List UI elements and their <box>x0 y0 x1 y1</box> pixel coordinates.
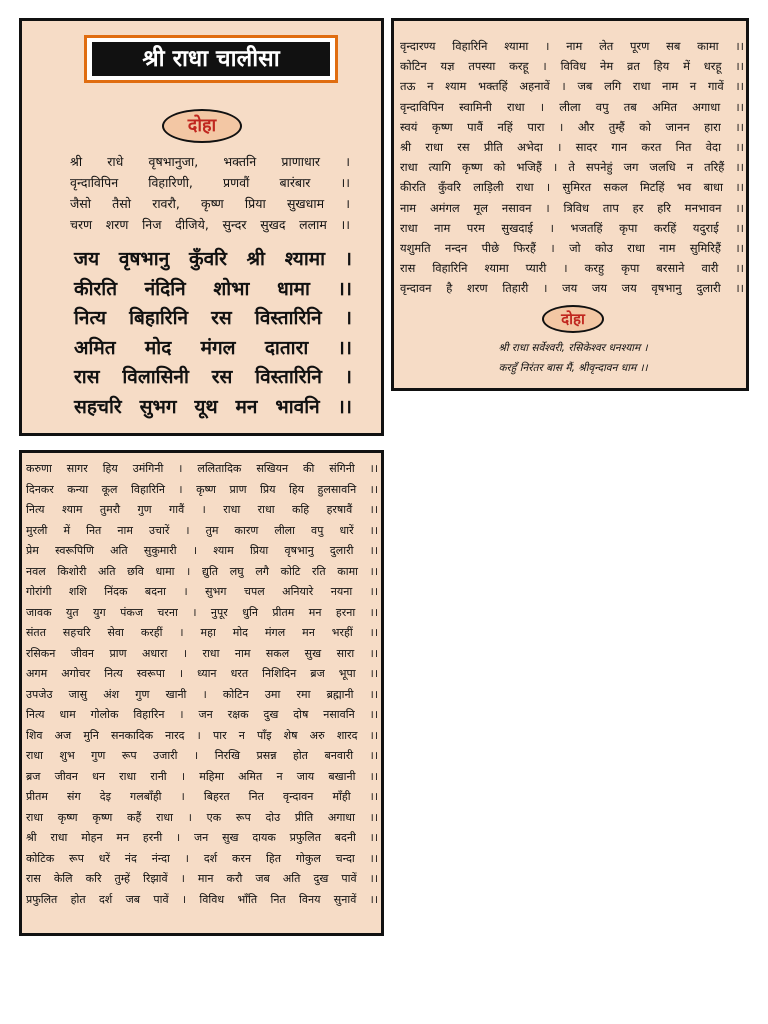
verse-line: सहचरि सुभग यूथ मन भावनि ।। <box>74 395 352 418</box>
verse-line: प्रफुलित होत दर्श जब पावें । विविध भाँति नित विनय सुनावें ।। <box>26 892 378 906</box>
verse-line: स्वयं कृष्ण पावैं नहिं पारा । और तुम्हैं को जानन हारा ।। <box>400 119 744 134</box>
verse-line: नाम अमंगल मूल नसावन । त्रिविध ताप हर हरि मनभावन ।। <box>400 200 744 215</box>
verse-line: प्रेम स्वरूपिणि अति सुकुमारी । श्याम प्रिया वृषभानु दुलारी ।। <box>26 544 378 557</box>
verse-line: संतत सहचरि सेवा करहीं । महा मोद मंगल मन भरहीं ।। <box>26 626 378 639</box>
chalisa-middle-panel <box>19 450 384 936</box>
verse-line: शिव अज मुनि सनकादिक नारद । पार न पाँइ शेष अरु शारद ।। <box>26 728 378 742</box>
chalisa-closing-panel <box>391 18 749 391</box>
verse-line: तऊ न श्याम भक्तहिं अहनावें । जब लगि राधा नाम न गावें ।। <box>400 79 744 94</box>
verse-line: कीरति कुँवरि लाड़िली राधा । सुमिरत सकल मिटहिं भव बाधा ।। <box>400 180 744 195</box>
doha-label: दोहा <box>162 109 242 143</box>
chalisa-intro-panel <box>19 18 384 436</box>
verse-line: ब्रज जीवन धन राधा रानी । महिमा अमित न जाय बखानी ।। <box>26 769 378 783</box>
verse-line: राधा नाम परम सुखदाई । भजतहिं कृपा करहिं यदुराई ।। <box>400 220 744 235</box>
middle-verses <box>26 459 378 910</box>
verse-line: राधा शुभ गुण रूप उजारी । निरखि प्रसन्न होत बनवारी ।। <box>26 749 378 762</box>
verse-line: रसिकन जीवन प्राण अधारा । राधा नाम सकल सुख सारा ।। <box>26 646 378 660</box>
verse-line: प्रीतम संग देइ गलबाँही । बिहरत नित वृन्दावन माँही ।। <box>26 790 378 803</box>
verse-line: गोरांगी शशि निंदक बदना । सुभग चपल अनियारे नयना ।। <box>26 585 378 598</box>
final-doha-line: श्री राधा सर्वेश्वरी, रसिकेश्वर धनश्याम । <box>498 342 648 354</box>
opening-doha <box>70 151 350 235</box>
verse-line: नवल किशोरी अति छवि धामा । द्युति लघु लगै कोटि रति कामा ।। <box>26 564 378 578</box>
doha-line: जैसो तैसो रावरौ, कृष्ण प्रिया सुखधाम । <box>70 196 350 211</box>
verse-line: कीरति नंदिनि शोभा धामा ।। <box>74 277 352 300</box>
doha-label: दोहा <box>542 305 604 333</box>
verse-line: करुणा सागर हिय उमंगिनी । ललितादिक सखियन की संगिनी ।। <box>26 462 378 475</box>
verse-line: राधा कृष्ण कृष्ण कहैं राधा । एक रूप दोउ प्रीति अगाधा ।। <box>26 810 378 824</box>
doha-line: वृन्दाविपिन विहारिणी, प्रणवौं बारंबार ।। <box>70 175 350 190</box>
verse-line: रास केलि करि तुम्हें रिझावें । मान करौ जब अति दुख पावें ।। <box>26 872 378 885</box>
verse-line: नित्य बिहारिनि रस विस्तारिनि । <box>74 307 352 329</box>
verse-line: राधा त्यागि कृष्ण को भजिहैं । ते सपनेहुं जग जलधि न तरिहैं ।। <box>400 160 744 175</box>
verse-line: कोटिन यज्ञ तपस्या करहू । विविध नेम व्रत हिय में धरहू ।। <box>400 59 744 74</box>
verse-line: श्री राधा मोहन मन हरनी । जन सुख दायक प्रफुलित बदनी ।। <box>26 831 378 844</box>
verse-line: वृन्दारण्य विहारिनि श्यामा । नाम लेत पूरण सब कामा ।। <box>400 39 744 53</box>
doha-line: चरण शरण निज दीजिये, सुन्दर सुखद ललाम ।। <box>70 217 350 232</box>
page-title: श्री राधा चालीसा <box>92 42 330 76</box>
final-doha-line: करहुँ निरंतर बास मैं, श्रीवृन्दावन धाम ।। <box>498 362 648 374</box>
verse-line: रास विलासिनी रस विस्तारिनि । <box>74 366 352 388</box>
doha-line: श्री राधे वृषभानुजा, भक्तनि प्राणाधार । <box>70 154 350 169</box>
verse-line: उपजेउ जासु अंश गुण खानी । कोटिन उमा रमा ब्रह्मानी ।। <box>26 687 378 701</box>
verse-line: रास विहारिनि श्यामा प्यारी । करहु कृपा बरसाने वारी ।। <box>400 261 744 276</box>
closing-verses <box>400 36 744 299</box>
verse-line: दिनकर कन्या कूल विहारिनि । कृष्ण प्राण प्रिय हिय हुलसावनि ।। <box>26 482 378 496</box>
verse-line: जय वृषभानु कुँवरि श्री श्यामा । <box>74 248 352 270</box>
verse-line: जावक युत युग पंकज चरना । नुपूर धुनि प्रीतम मन हरना ।। <box>26 605 378 619</box>
verse-line: वृन्दावन है शरण तिहारी । जय जय जय वृषभानु दुलारी ।। <box>400 281 744 296</box>
verse-line: यशुमति नन्दन पीछे फिरहैं । जो कोउ राधा नाम सुमिरिहैं ।। <box>400 241 744 256</box>
verse-line: नित्य श्याम तुमरौ गुण गावैं । राधा राधा कहि हरषावैं ।। <box>26 503 378 516</box>
verse-line: नित्य धाम गोलोक विहारिन । जन रक्षक दुख दोष नसावनि ।। <box>26 708 378 721</box>
verse-line: मुरली में नित नाम उचारें । तुम कारण लीला वपु धारें ।। <box>26 523 378 537</box>
verse-line: कोटिक रूप धरें नंद नंन्दा । दर्श करन हित गोकुल चन्दा ।। <box>26 851 378 865</box>
verse-line: अगम अगोचर नित्य स्वरूपा । ध्यान धरत निशिदिन ब्रज भूपा ।। <box>26 667 378 680</box>
verse-line: श्री राधा रस प्रीति अभेदा । सादर गान करत नित वेदा ।। <box>400 140 744 155</box>
title-banner <box>84 35 338 83</box>
verse-line: वृन्दाविपिन स्वामिनी राधा । लीला वपु तब अमित अगाधा ।। <box>400 99 744 114</box>
chalisa-opening-verses <box>74 245 352 422</box>
verse-line: अमित मोद मंगल दातारा ।। <box>74 336 352 359</box>
